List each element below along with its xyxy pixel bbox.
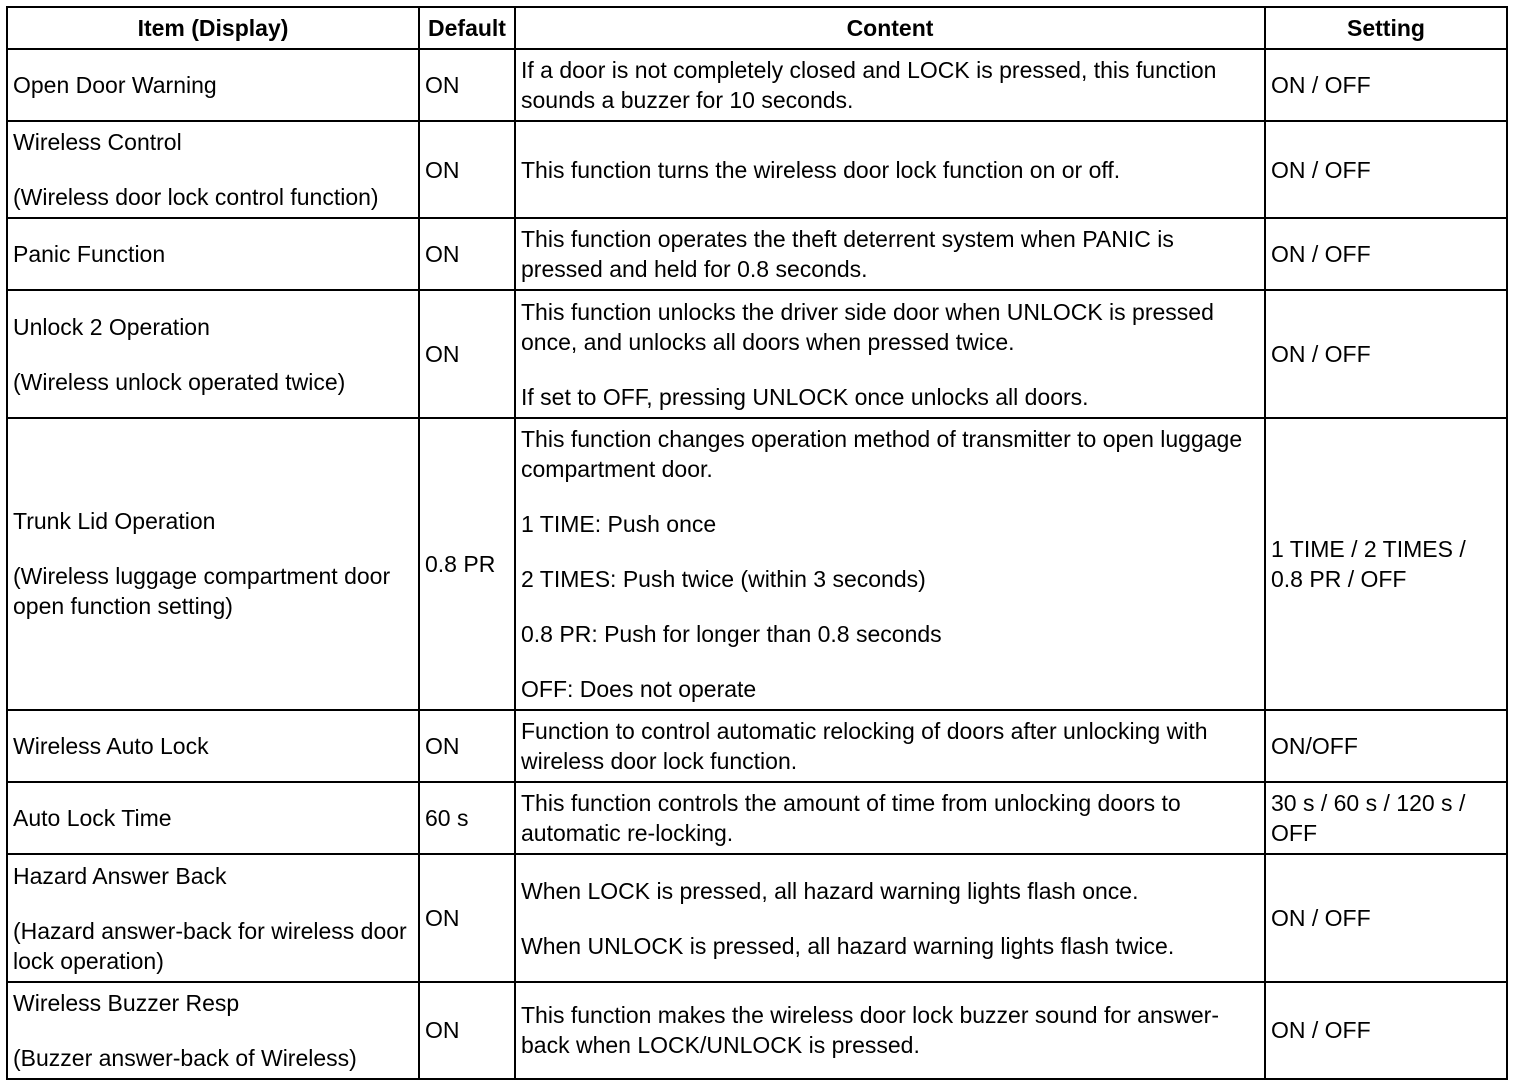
- paragraph-spacer: [521, 649, 1259, 674]
- settings-table-container: [6, 6, 1506, 1080]
- table-header: [7, 7, 1507, 49]
- paragraph-spacer: [521, 539, 1259, 564]
- content-text: This function controls the amount of time from unlocking doors to automatic re-locking.: [521, 790, 1181, 847]
- content-text: If a door is not completely closed and LOCK is pressed, this function sounds a buzzer for 10 seconds.: [521, 57, 1217, 114]
- content-cell: [515, 710, 1265, 782]
- content-cell: [515, 121, 1265, 218]
- paragraph-spacer: [13, 536, 413, 561]
- header-default: Default: [419, 7, 515, 49]
- default-cell: ON: [419, 982, 515, 1079]
- table-row: [7, 418, 1507, 711]
- content-text: If set to OFF, pressing UNLOCK once unlocks all doors.: [521, 383, 1089, 410]
- item-name: Open Door Warning: [13, 72, 217, 99]
- header-item: Item (Display): [7, 7, 419, 49]
- item-description: (Buzzer answer-back of Wireless): [13, 1044, 357, 1071]
- content-text: This function unlocks the driver side door when UNLOCK is pressed once, and unlocks all doors when pressed twice.: [521, 298, 1214, 355]
- table-row: [7, 218, 1507, 290]
- setting-cell: 1 TIME / 2 TIMES / 0.8 PR / OFF: [1265, 418, 1507, 711]
- content-text: This function changes operation method of transmitter to open luggage compartment door.: [521, 425, 1243, 482]
- content-cell: [515, 982, 1265, 1079]
- content-text: Function to control automatic relocking of doors after unlocking with wireless door lock function.: [521, 718, 1208, 775]
- setting-cell: ON / OFF: [1265, 121, 1507, 218]
- default-cell: 0.8 PR: [419, 418, 515, 711]
- item-cell: [7, 982, 419, 1079]
- content-cell: [515, 854, 1265, 981]
- header-content: Content: [515, 7, 1265, 49]
- item-name: Wireless Auto Lock: [13, 733, 209, 760]
- setting-cell: ON/OFF: [1265, 710, 1507, 782]
- paragraph-spacer: [521, 357, 1259, 382]
- paragraph-spacer: [13, 342, 413, 367]
- paragraph-spacer: [13, 1018, 413, 1043]
- default-cell: ON: [419, 854, 515, 981]
- table-body: [7, 49, 1507, 1079]
- item-name: Wireless Buzzer Resp: [13, 989, 240, 1016]
- table-row: [7, 982, 1507, 1079]
- default-cell: ON: [419, 290, 515, 417]
- item-description: (Hazard answer-back for wireless door lock operation): [13, 917, 407, 974]
- item-description: (Wireless door lock control function): [13, 184, 379, 211]
- header-row: [7, 7, 1507, 49]
- settings-table: [6, 6, 1508, 1080]
- paragraph-spacer: [13, 891, 413, 916]
- item-cell: [7, 854, 419, 981]
- item-cell: [7, 121, 419, 218]
- item-name: Unlock 2 Operation: [13, 313, 210, 340]
- item-cell: [7, 418, 419, 711]
- content-text: 0.8 PR: Push for longer than 0.8 seconds: [521, 620, 942, 647]
- item-name: Wireless Control: [13, 129, 182, 156]
- item-name: Panic Function: [13, 241, 166, 268]
- header-setting: Setting: [1265, 7, 1507, 49]
- item-name: Hazard Answer Back: [13, 862, 227, 889]
- content-cell: [515, 418, 1265, 711]
- content-text: 2 TIMES: Push twice (within 3 seconds): [521, 565, 926, 592]
- default-cell: 60 s: [419, 782, 515, 854]
- paragraph-spacer: [521, 906, 1259, 931]
- paragraph-spacer: [521, 484, 1259, 509]
- item-cell: [7, 218, 419, 290]
- item-cell: [7, 782, 419, 854]
- content-text: This function operates the theft deterrent system when PANIC is pressed and held for 0.8 seconds.: [521, 226, 1174, 283]
- table-row: [7, 49, 1507, 121]
- paragraph-spacer: [13, 157, 413, 182]
- content-cell: [515, 218, 1265, 290]
- content-text: This function makes the wireless door lock buzzer sound for answer-back when LOCK/UNLOCK is pressed.: [521, 1002, 1219, 1059]
- content-cell: [515, 49, 1265, 121]
- default-cell: ON: [419, 710, 515, 782]
- table-row: [7, 290, 1507, 417]
- content-text: When UNLOCK is pressed, all hazard warning lights flash twice.: [521, 932, 1175, 959]
- item-cell: [7, 49, 419, 121]
- default-cell: ON: [419, 218, 515, 290]
- table-row: [7, 710, 1507, 782]
- setting-cell: ON / OFF: [1265, 982, 1507, 1079]
- setting-cell: ON / OFF: [1265, 49, 1507, 121]
- setting-cell: 30 s / 60 s / 120 s / OFF: [1265, 782, 1507, 854]
- setting-cell: ON / OFF: [1265, 854, 1507, 981]
- content-text: 1 TIME: Push once: [521, 510, 717, 537]
- table-row: [7, 782, 1507, 854]
- content-cell: [515, 290, 1265, 417]
- paragraph-spacer: [521, 594, 1259, 619]
- item-cell: [7, 710, 419, 782]
- table-row: [7, 854, 1507, 981]
- table-row: [7, 121, 1507, 218]
- item-name: Auto Lock Time: [13, 805, 172, 832]
- setting-cell: ON / OFF: [1265, 290, 1507, 417]
- item-description: (Wireless unlock operated twice): [13, 368, 346, 395]
- content-text: OFF: Does not operate: [521, 675, 757, 702]
- default-cell: ON: [419, 121, 515, 218]
- item-description: (Wireless luggage compartment door open function setting): [13, 563, 391, 620]
- content-cell: [515, 782, 1265, 854]
- item-name: Trunk Lid Operation: [13, 508, 216, 535]
- content-text: This function turns the wireless door lock function on or off.: [521, 156, 1121, 183]
- item-cell: [7, 290, 419, 417]
- default-cell: ON: [419, 49, 515, 121]
- content-text: When LOCK is pressed, all hazard warning lights flash once.: [521, 877, 1139, 904]
- setting-cell: ON / OFF: [1265, 218, 1507, 290]
